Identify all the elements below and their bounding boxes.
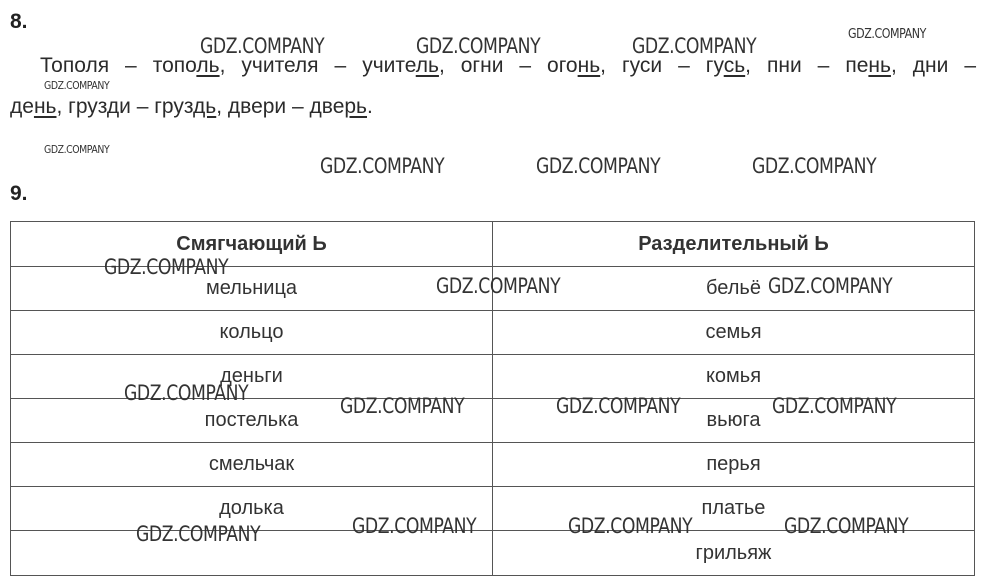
watermark: GDZ.COMPANY <box>632 34 757 58</box>
watermark: GDZ.COMPANY <box>340 394 465 418</box>
table-row <box>11 311 975 355</box>
text-segment: . <box>367 95 373 118</box>
softening-word-cell: кольцо <box>11 311 493 355</box>
text-segment: , двери – две <box>216 95 345 118</box>
header-separating: Разделительный Ь <box>493 222 975 267</box>
text-segment: , учителя – учите <box>219 54 416 77</box>
softening-word-cell: мельница <box>11 267 493 311</box>
soft-sign-table <box>10 221 975 576</box>
exercise-9-number: 9. <box>10 182 28 205</box>
watermark: GDZ.COMPANY <box>136 522 261 546</box>
watermark: GDZ.COMPANY <box>416 34 541 58</box>
watermark: GDZ.COMPANY <box>44 79 110 92</box>
watermark: GDZ.COMPANY <box>352 514 477 538</box>
separating-word-cell: вьюга <box>493 399 975 443</box>
underlined-ending: ль <box>196 54 220 77</box>
watermark: GDZ.COMPANY <box>768 274 893 298</box>
watermark: GDZ.COMPANY <box>200 34 325 58</box>
watermark: GDZ.COMPANY <box>320 154 445 178</box>
header-softening: Смягчающий Ь <box>11 222 493 267</box>
table-row <box>11 443 975 487</box>
text-segment: Тополя – топо <box>40 54 197 77</box>
watermark: GDZ.COMPANY <box>536 154 661 178</box>
text-segment: , огни – ого <box>438 54 578 77</box>
text-segment: , дни – <box>890 54 976 77</box>
text-segment: , грузди – груз <box>56 95 194 118</box>
separating-word-cell: грильяж <box>493 531 975 576</box>
softening-word-cell: смельчак <box>11 443 493 487</box>
softening-word-cell: деньги <box>11 355 493 399</box>
separating-word-cell: бельё <box>493 267 975 311</box>
watermark: GDZ.COMPANY <box>436 274 561 298</box>
exercise-8-line-1 <box>10 45 976 86</box>
softening-word-cell: постелька <box>11 399 493 443</box>
separating-word-cell: семья <box>493 311 975 355</box>
softening-word-cell: долька <box>11 487 493 531</box>
text-segment: , гуси – гу <box>600 54 724 77</box>
underlined-ending: сь <box>723 54 746 77</box>
underlined-ending: рь <box>344 95 367 118</box>
watermark: GDZ.COMPANY <box>104 255 229 279</box>
watermark: GDZ.COMPANY <box>848 27 926 42</box>
text-segment: , пни – пе <box>745 54 869 77</box>
watermark: GDZ.COMPANY <box>752 154 877 178</box>
separating-word-cell: комья <box>493 355 975 399</box>
softening-word-cell <box>11 531 493 576</box>
table-header-row <box>11 222 975 267</box>
underlined-ending: дь <box>193 95 217 118</box>
table-row <box>11 399 975 443</box>
underlined-ending: ль <box>415 54 439 77</box>
table-row <box>11 267 975 311</box>
table-row <box>11 531 975 576</box>
watermark: GDZ.COMPANY <box>44 143 110 156</box>
watermark: GDZ.COMPANY <box>124 381 249 405</box>
text-segment: де <box>10 95 34 118</box>
watermark: GDZ.COMPANY <box>784 514 909 538</box>
exercise-8-text <box>10 45 976 127</box>
table-row <box>11 487 975 531</box>
table-row <box>11 355 975 399</box>
watermark: GDZ.COMPANY <box>568 514 693 538</box>
exercise-8-line-2 <box>10 86 976 127</box>
separating-word-cell: перья <box>493 443 975 487</box>
exercise-8-number: 8. <box>10 10 28 33</box>
separating-word-cell: платье <box>493 487 975 531</box>
watermark: GDZ.COMPANY <box>772 394 897 418</box>
watermark: GDZ.COMPANY <box>556 394 681 418</box>
underlined-ending: нь <box>33 95 57 118</box>
underlined-ending: нь <box>868 54 891 77</box>
underlined-ending: нь <box>577 54 601 77</box>
